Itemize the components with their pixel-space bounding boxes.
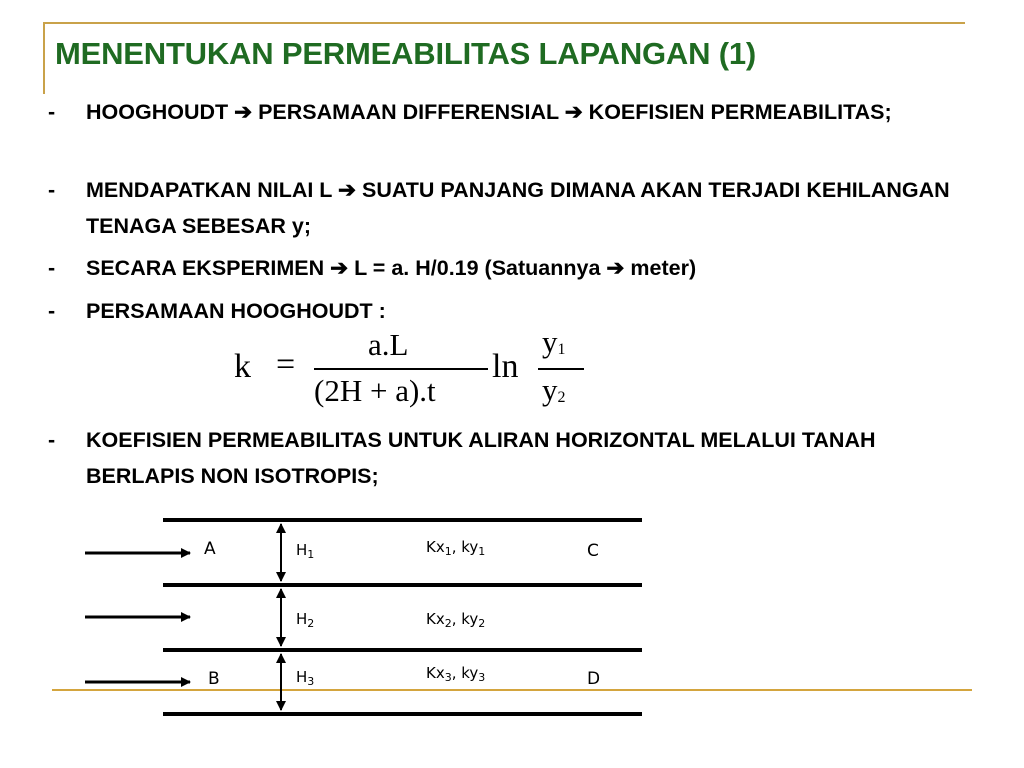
equation-ln: ln [492, 348, 519, 385]
layer-2-thickness: $H_2$ [296, 610, 315, 630]
equation-denominator: (2H + a).t [314, 373, 436, 408]
equation-equals: = [276, 346, 296, 383]
point-b-label: B [208, 669, 220, 689]
slide-title: MENENTUKAN PERMEABILITAS LAPANGAN (1) [55, 36, 756, 71]
bullet-dash: - [48, 178, 56, 202]
bullet-text: SECARA EKSPERIMEN ➔ L = a. H/0.19 (Satuannya ➔ meter) [86, 256, 697, 280]
bullet-dash: - [48, 100, 56, 124]
layer-1-thickness: $H_1$ [296, 541, 315, 561]
point-c-label: C [587, 541, 599, 561]
layer-3-permeability: $Kx_3$, $ky_3$ [426, 664, 486, 684]
layer-2-permeability: $Kx_2$, $ky_2$ [426, 610, 486, 630]
bullet-text: HOOGHOUDT ➔ PERSAMAAN DIFFERENSIAL ➔ KOEFISIEN PERMEABILITAS; [86, 100, 892, 124]
point-d-label: D [587, 669, 601, 689]
equation-y2: y2 [542, 372, 566, 407]
layer-1-permeability: $Kx_1$, $ky_1$ [426, 538, 486, 558]
equation-y1: y1 [542, 324, 566, 359]
bullet-dash: - [48, 428, 56, 452]
bullet-text: KOEFISIEN PERMEABILITAS UNTUK ALIRAN HORIZONTAL MELALUI TANAH BERLAPIS NON ISOTROPIS; [86, 428, 876, 488]
bullet-text: PERSAMAAN HOOGHOUDT : [86, 299, 386, 323]
equation-numerator: a.L [368, 327, 409, 362]
bullet-text: MENDAPATKAN NILAI L ➔ SUATU PANJANG DIMANA AKAN TERJADI KEHILANGAN TENAGA SEBESAR y; [86, 178, 950, 238]
layer-3-thickness: $H_3$ [296, 668, 315, 688]
point-a-label: A [204, 539, 216, 559]
bullet-dash: - [48, 256, 56, 280]
bullet-dash: - [48, 299, 56, 323]
equation-lhs: k [234, 348, 251, 385]
